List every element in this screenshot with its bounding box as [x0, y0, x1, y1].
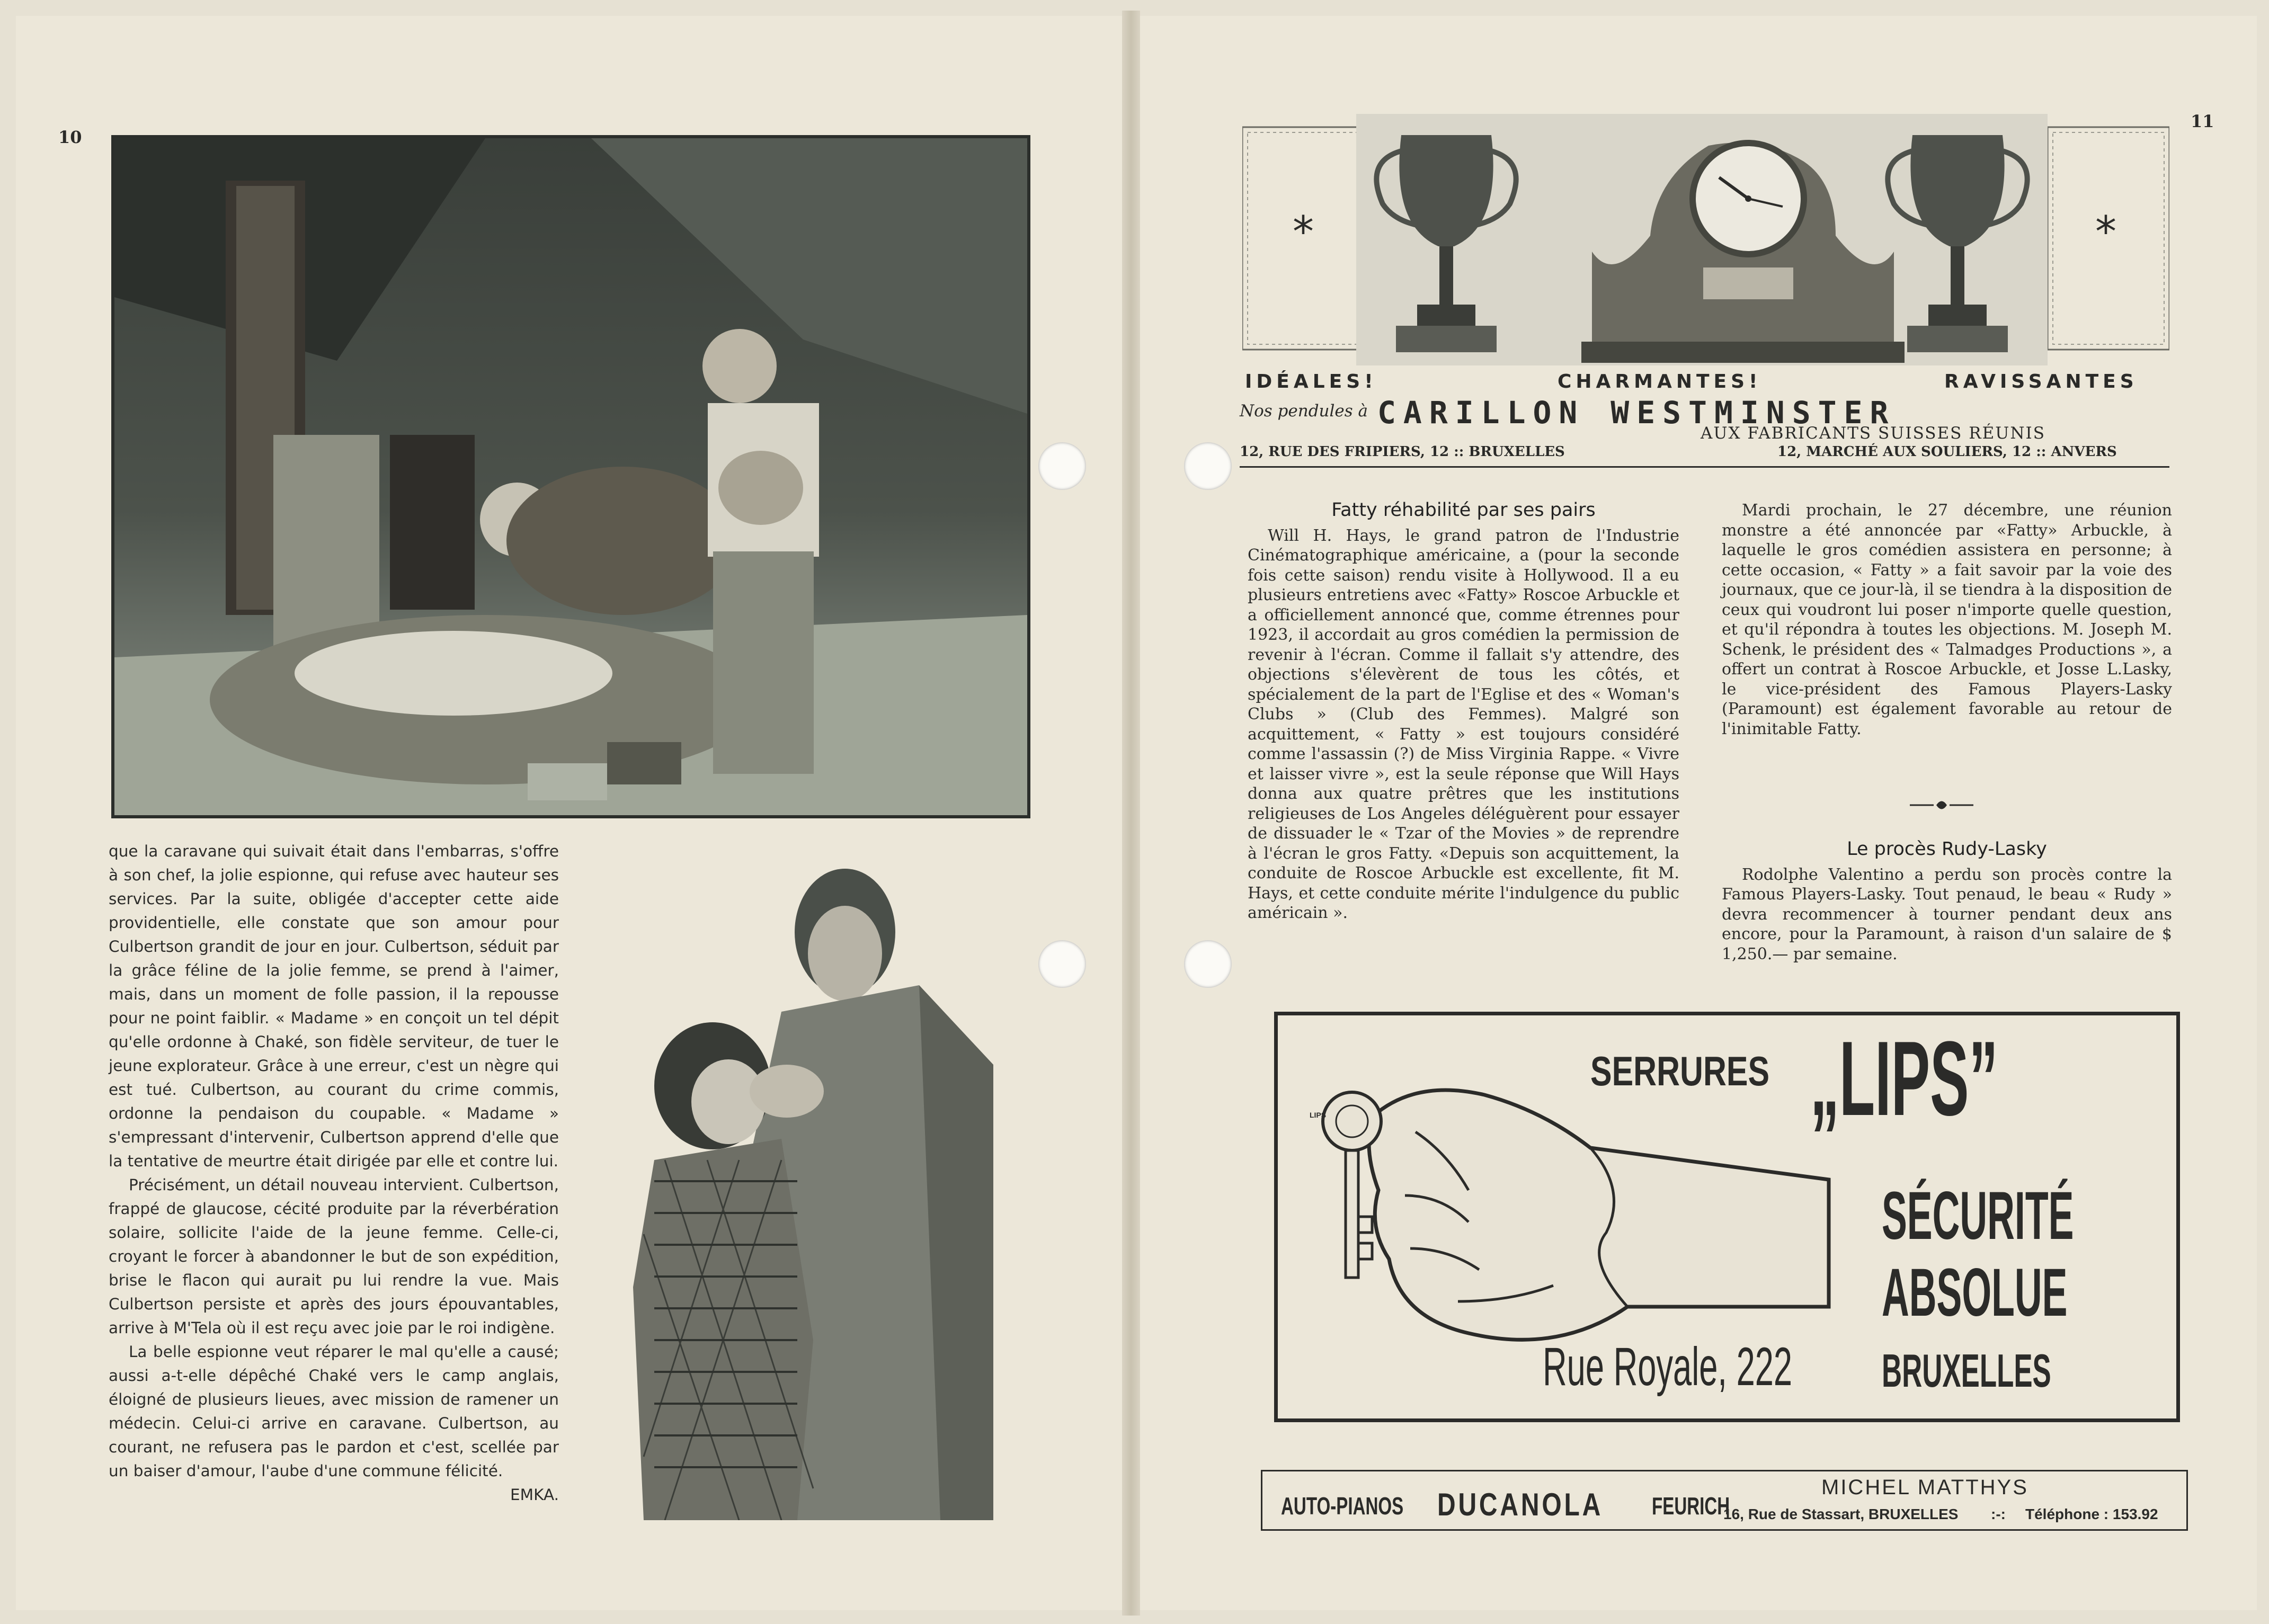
article-rudy-title: Le procès Rudy-Lasky	[1847, 838, 2047, 860]
ducanola-ad	[1261, 1470, 2188, 1531]
binder-hole	[1038, 940, 1086, 988]
lips-lock-ad	[1274, 1012, 2180, 1422]
page-number-left: 10	[58, 127, 82, 147]
article-fatty-continued	[1722, 501, 2172, 739]
ducanola-brand: DUCANOLA	[1437, 1487, 1604, 1522]
ducanola-separator: :-:	[1991, 1506, 2006, 1522]
clock-ad-address-brussels: 12, RUE DES FRIPIERS, 12 :: BRUXELLES	[1240, 444, 1565, 460]
film-still-tent-scene	[111, 135, 1030, 818]
ducanola-address: 16, Rue de Stassart, BRUXELLES	[1723, 1506, 1959, 1522]
ducanola-dealer: MICHEL MATTHYS	[1821, 1476, 2028, 1499]
article-rudy	[1722, 840, 2172, 964]
binder-hole	[1038, 442, 1086, 490]
binder-hole	[1184, 940, 1232, 988]
ornament-divider	[1907, 797, 1976, 813]
lips-city: BRUXELLES	[1882, 1344, 2051, 1397]
article-paragraph: Will H. Hays, le grand patron de l'Industrie Cinématographique américaine, a (pour la seconde fois cette saison) rendu visite à Hollywood. Il a eu plusieurs entretiens avec «Fatty» Roscoe Arbuckle et a officiellement annoncé que, comme étrennes pour 1923, il accordait au gros comédien la permission de revenir à l'écran. Comme il fallait s'y attendre, des objections s'élevèrent de tous les côtés, et spécialement de la part de l'Eglise et des « Woman's Clubs » (Club des Femmes). Malgré son acquittement, « Fatty » est toujours considéré comme l'assassin (?) de Miss Virginia Rappe. « Vivre et laisser vivre », est la seule réponse que Will Hays donna aux quatre prêtres que les institutions religieuses de Los Angeles déléguèrent pour essayer de dissuader le « Tzar of the Movies » de reprendre à l'écran le gros Fatty. «Depuis son acquittement, la conduite de Roscoe Arbuckle est excellente, fit M. Hays, et cette conduite mérite l'indulgence du public américain ».	[1248, 526, 1679, 922]
lips-address: Rue Royale, 222	[1543, 1336, 1793, 1397]
lips-brand: „LIPS”	[1810, 1020, 1998, 1138]
clock-ad-text	[1240, 371, 2167, 466]
article-paragraph: Mardi prochain, le 27 décembre, une réunion monstre a été annoncée par «Fatty» Arbuckle, à laquelle le gros comédien assistera en personne; à cette occasion, « Fatty » a fait savoir par la voie des journaux, que ce jour-là, il se tiendra à la disposition de ceux qui voudront lui poser n'importe quelle question, et qu'il répondra à toutes les objections. M. Joseph M. Schenk, le président des « Talmadges Productions », a offert un contrat à Roscoe Arbuckle, et Josse L.Lasky, le vice-président des Famous Players-Lasky (Paramount) est également favorable au retour de l'inimitable Fatty.	[1722, 501, 2172, 738]
ducanola-auto-pianos: AUTO-PIANOS	[1281, 1492, 1404, 1520]
article-left-text	[109, 840, 559, 1507]
film-still-embrace-image	[622, 863, 993, 1520]
article-fatty	[1248, 501, 1679, 923]
asterisk-ornament: *	[2095, 207, 2116, 256]
film-still-embrace	[622, 863, 993, 1520]
page-number-right: 11	[2191, 111, 2214, 131]
article-paragraph: Rodolphe Valentino a perdu son procès contre la Famous Players-Lasky. Tout penaud, le beau « Rudy » devra recommencer à tourner pendant deux ans encore, pour la Paramount, à raison d'un salaire de $ 1,250.— par semaine.	[1722, 865, 2172, 963]
divider-rule	[1240, 466, 2169, 468]
slogan-ideales: IDÉALES!	[1245, 371, 1377, 392]
lips-serrures: SERRURES	[1590, 1048, 1770, 1094]
clock-ad-brand: CARILLON WESTMINSTER	[1377, 395, 1896, 431]
article-signature: EMKA.	[510, 1486, 559, 1504]
article-paragraph: Précisément, un détail nouveau intervient. Culbertson, frappé de glaucose, cécité produite par la réverbération solaire, sollicite l'aide de la jeune femme. Celle-ci, croyant le forcer à abandonner le but de son expédition, brise le flacon qui aurait pu lui rendre la vue. Mais Culbertson persiste et après des jours épouvantables, arrive à M'Tela où il est reçu avec joie par le roi indigène.	[109, 1176, 559, 1337]
ducanola-feurich: FEURICH	[1652, 1492, 1730, 1520]
clock-and-trophies-illustration	[1242, 114, 2169, 365]
lips-securite: SÉCURITÉ	[1882, 1178, 2074, 1254]
clock-ad-subtitle: AUX FABRICANTS SUISSES RÉUNIS	[1701, 424, 2045, 443]
film-still-image	[114, 138, 1027, 815]
article-fatty-title: Fatty réhabilité par ses pairs	[1331, 499, 1596, 521]
article-paragraph: que la caravane qui suivait était dans l'embarras, s'offre à son chef, la jolie espionne, qui refuse avec hauteur ses services. Par la suite, obligée d'accepter cette aide providentielle, elle constate que son amour pour Culbertson grandit de jour en jour. Culbertson, séduit par la grâce féline de la jolie femme, se prend à l'aimer, mais, dans un moment de folle passion, il la repousse pour ne point faiblir. « Madame » en conçoit un tel dépit qu'elle ordonne à Chaké, son fidèle serviteur, de tuer le jeune explorateur. Grâce à une erreur, c'est un nègre qui est tué. Culbertson, au courant du crime commis, ordonne la pendaison du coupable. « Madame » s'empressant d'intervenir, Culbertson apprend d'elle que la tentative de meurtre était dirigée par elle et contre lui.	[109, 842, 559, 1170]
clock-ad-address-antwerp: 12, MARCHÉ AUX SOULIERS, 12 :: ANVERS	[1777, 444, 2117, 460]
hand-holding-key-illustration	[1310, 1058, 1839, 1354]
slogan-charmantes: CHARMANTES!	[1558, 371, 1762, 392]
slogan-ravissantes: RAVISSANTES	[1944, 371, 2138, 392]
article-paragraph: La belle espionne veut réparer le mal qu'elle a causé; aussi a-t-elle dépêché Chaké vers le camp anglais, éloigné de plusieurs lieues, avec mission de ramener un médecin. Celui-ci arrive en caravane. Culbertson, au courant, ne refusera pas le pardon et c'est, scellée par un baiser d'amour, l'aube d'une commune félicité.	[109, 1343, 559, 1480]
binder-hole	[1184, 442, 1232, 490]
key-label: LIPS	[1310, 1111, 1327, 1119]
book-gutter	[1122, 11, 1140, 1616]
lips-absolue: ABSOLUE	[1882, 1255, 2068, 1331]
clock-ad-image	[1242, 114, 2169, 365]
ducanola-phone: Téléphone : 153.92	[2025, 1506, 2158, 1522]
clock-ad-intro: Nos pendules à	[1240, 401, 1368, 421]
asterisk-ornament: *	[1293, 207, 1314, 256]
